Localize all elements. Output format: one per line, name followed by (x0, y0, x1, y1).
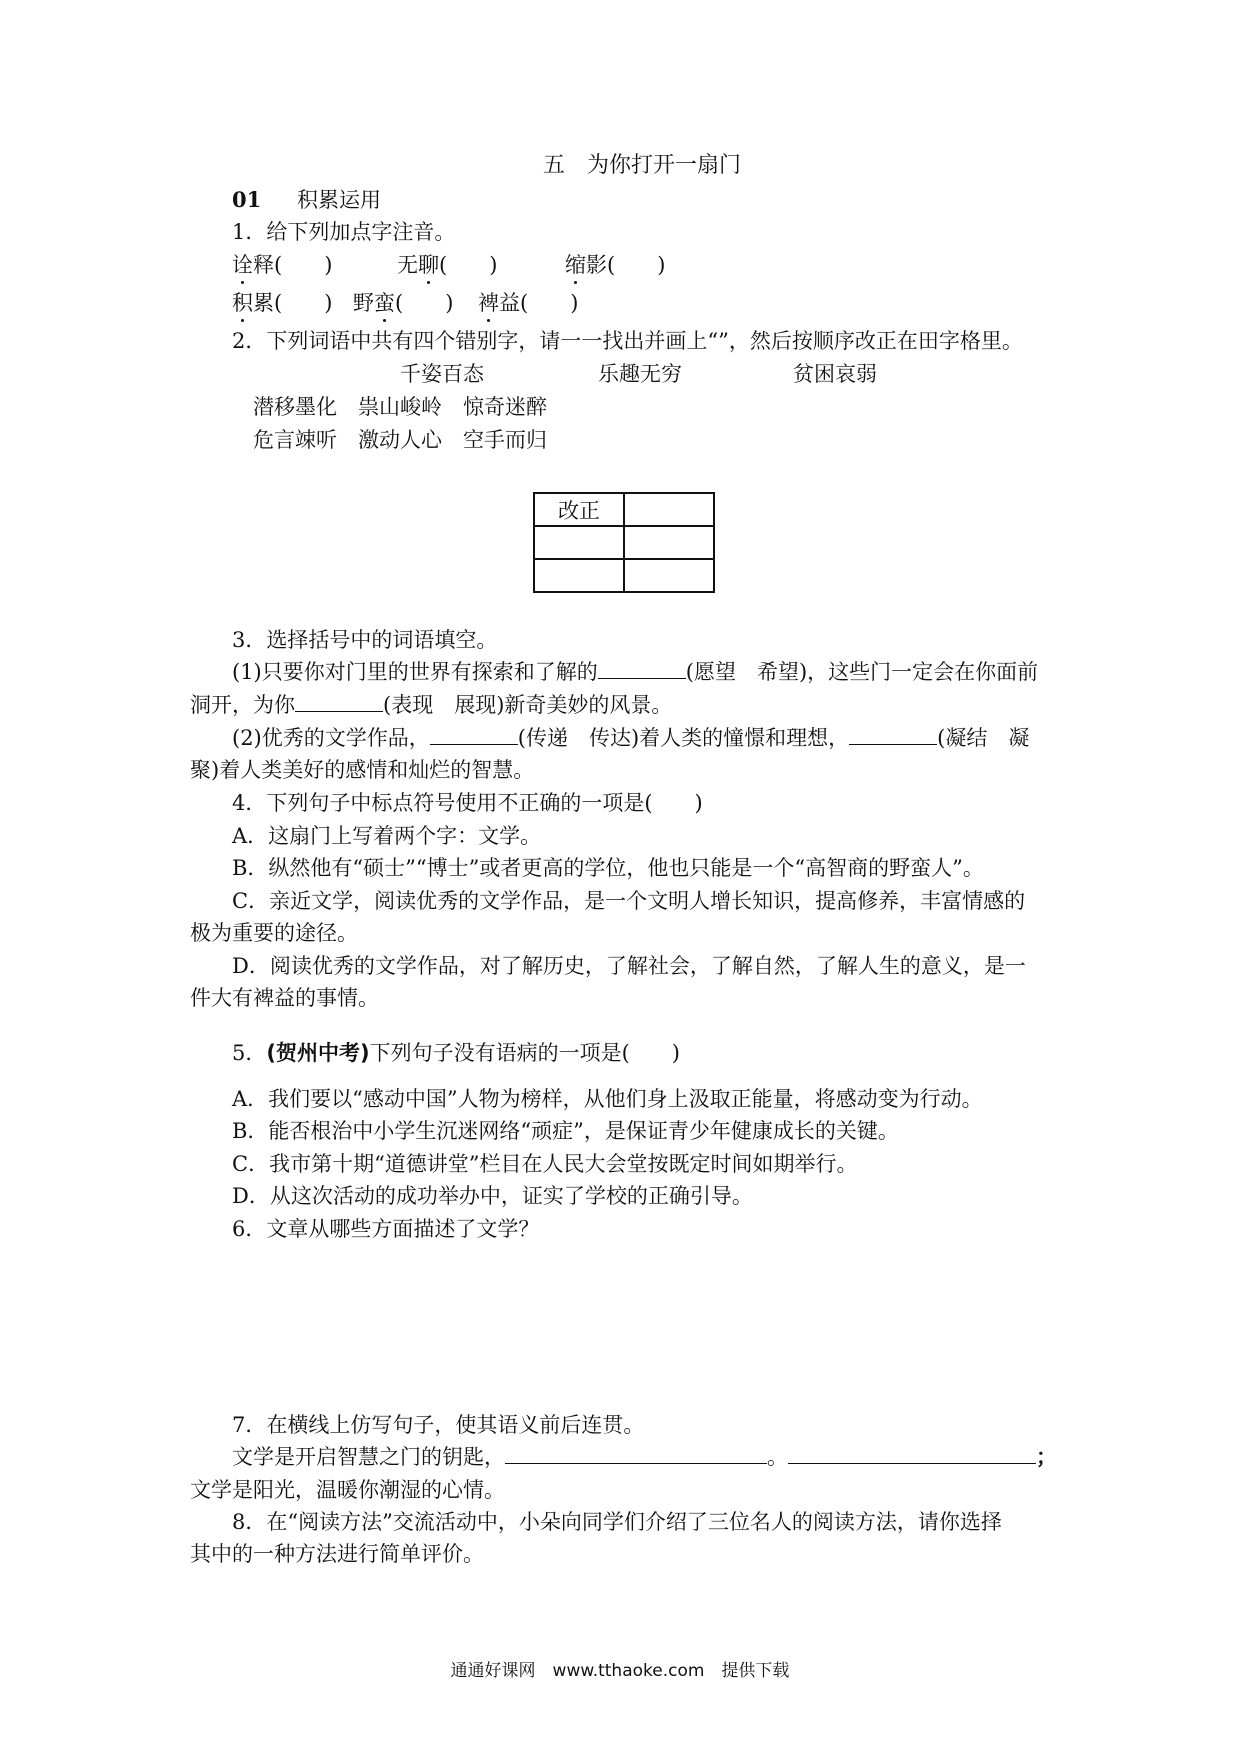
q7-stem: 7．在横线上仿写句子，使其语义前后连贯。 (232, 1413, 645, 1437)
q3-line-1: (1)只要你对门里的世界有探索和了解的 (愿望 希望)，这些门一定会在你面前 (232, 660, 1039, 684)
q1-stem: 1．给下列加点字注音。 (232, 220, 456, 244)
q3-line-2: 洞开，为你 (表现 展现)新奇美妙的风景。 (190, 693, 673, 717)
grid-cell[interactable] (624, 559, 714, 592)
q3-blank-3[interactable] (430, 724, 518, 745)
q1-item-3: 缩影( ) (565, 253, 666, 277)
q5-option-c: C．我市第十期“道德讲堂”栏目在人民大会堂按既定时间如期举行。 (232, 1152, 858, 1176)
grid-header-cell: 改正 (534, 493, 624, 526)
grid-cell[interactable] (624, 493, 714, 526)
q4-stem: 4．下列句子中标点符号使用不正确的一项是( ) (232, 791, 703, 815)
q3-blank-2[interactable] (295, 691, 383, 712)
q7-line-2: 文学是阳光，温暖你潮湿的心情。 (190, 1478, 505, 1502)
q7-blank-1[interactable] (505, 1443, 767, 1464)
q5-stem: 5．(贺州中考)下列句子没有语病的一项是( ) (232, 1041, 680, 1065)
q1-item-1: 诠释( ) (232, 253, 333, 277)
q5-option-d: D．从这次活动的成功举办中，证实了学校的正确引导。 (232, 1184, 753, 1208)
q4-option-b: B．纵然他有“硕士”“博士”或者更高的学位，他也只能是一个“高智商的野蛮人”。 (232, 856, 984, 880)
q2-row-3: 危言竦听 激动人心 空手而归 (253, 428, 547, 452)
q5-option-a: A．我们要以“感动中国”人物为榜样，从他们身上汲取正能量，将感动变为行动。 (232, 1087, 983, 1111)
q1-item-2: 无聊( ) (397, 253, 498, 277)
page-footer: 通通好课网 www.tthaoke.com 提供下载 (450, 1661, 790, 1681)
q3-blank-4[interactable] (849, 724, 937, 745)
q8-stem-cont: 其中的一种方法进行简单评价。 (190, 1542, 484, 1566)
q1-item-4: 积累( ) (232, 291, 333, 315)
section-number: 01 (232, 187, 262, 212)
q3-line-3: (2)优秀的文学作品， (传递 传达)着人类的憧憬和理想， (凝结 凝 (232, 726, 1030, 750)
q4-option-d-cont: 件大有裨益的事情。 (190, 986, 379, 1010)
section-name: 积累运用 (297, 188, 381, 212)
q3-blank-1[interactable] (598, 658, 686, 679)
q2-stem: 2．下列词语中共有四个错别字，请一一找出并画上“”，然后按顺序改正在田字格里。 (232, 329, 1023, 353)
q7-blank-2[interactable] (788, 1443, 1036, 1464)
q2-word-2: 乐趣无穷 (598, 362, 682, 386)
q8-stem: 8．在“阅读方法”交流活动中，小朵向同学们介绍了三位名人的阅读方法，请你选择 (232, 1510, 1002, 1534)
q2-word-3: 贫困哀弱 (793, 362, 877, 386)
q1-item-6: 裨益( ) (478, 291, 579, 315)
q4-option-d: D．阅读优秀的文学作品，对了解历史，了解社会，了解自然，了解人生的意义，是一 (232, 954, 1026, 978)
grid-cell[interactable] (624, 526, 714, 559)
q3-stem: 3．选择括号中的词语填空。 (232, 628, 498, 652)
q5-option-b: B．能否根治中小学生沉迷网络“顽症”，是保证青少年健康成长的关键。 (232, 1119, 899, 1143)
grid-cell[interactable] (534, 526, 624, 559)
q7-line-1: 文学是开启智慧之门的钥匙， 。 ； (232, 1444, 1057, 1469)
q3-line-4: 聚)着人类美好的感情和灿烂的智慧。 (190, 758, 535, 782)
q1-item-5: 野蛮( ) (353, 291, 454, 315)
q5-source: (贺州中考) (266, 1041, 370, 1065)
q2-word-1: 千姿百态 (400, 362, 484, 386)
q2-row-2: 潜移墨化 祟山峻岭 惊奇迷醉 (253, 395, 547, 419)
q4-option-c: C．亲近文学，阅读优秀的文学作品，是一个文明人增长知识，提高修养，丰富情感的 (232, 889, 1026, 913)
q6-stem: 6．文章从哪些方面描述了文学？ (232, 1217, 540, 1241)
q4-option-a: A．这扇门上写着两个字：文学。 (232, 824, 542, 848)
page-title: 五 为你打开一扇门 (543, 153, 742, 178)
correction-grid[interactable] (533, 492, 715, 593)
grid-cell[interactable] (534, 559, 624, 592)
q4-option-c-cont: 极为重要的途径。 (190, 921, 358, 945)
